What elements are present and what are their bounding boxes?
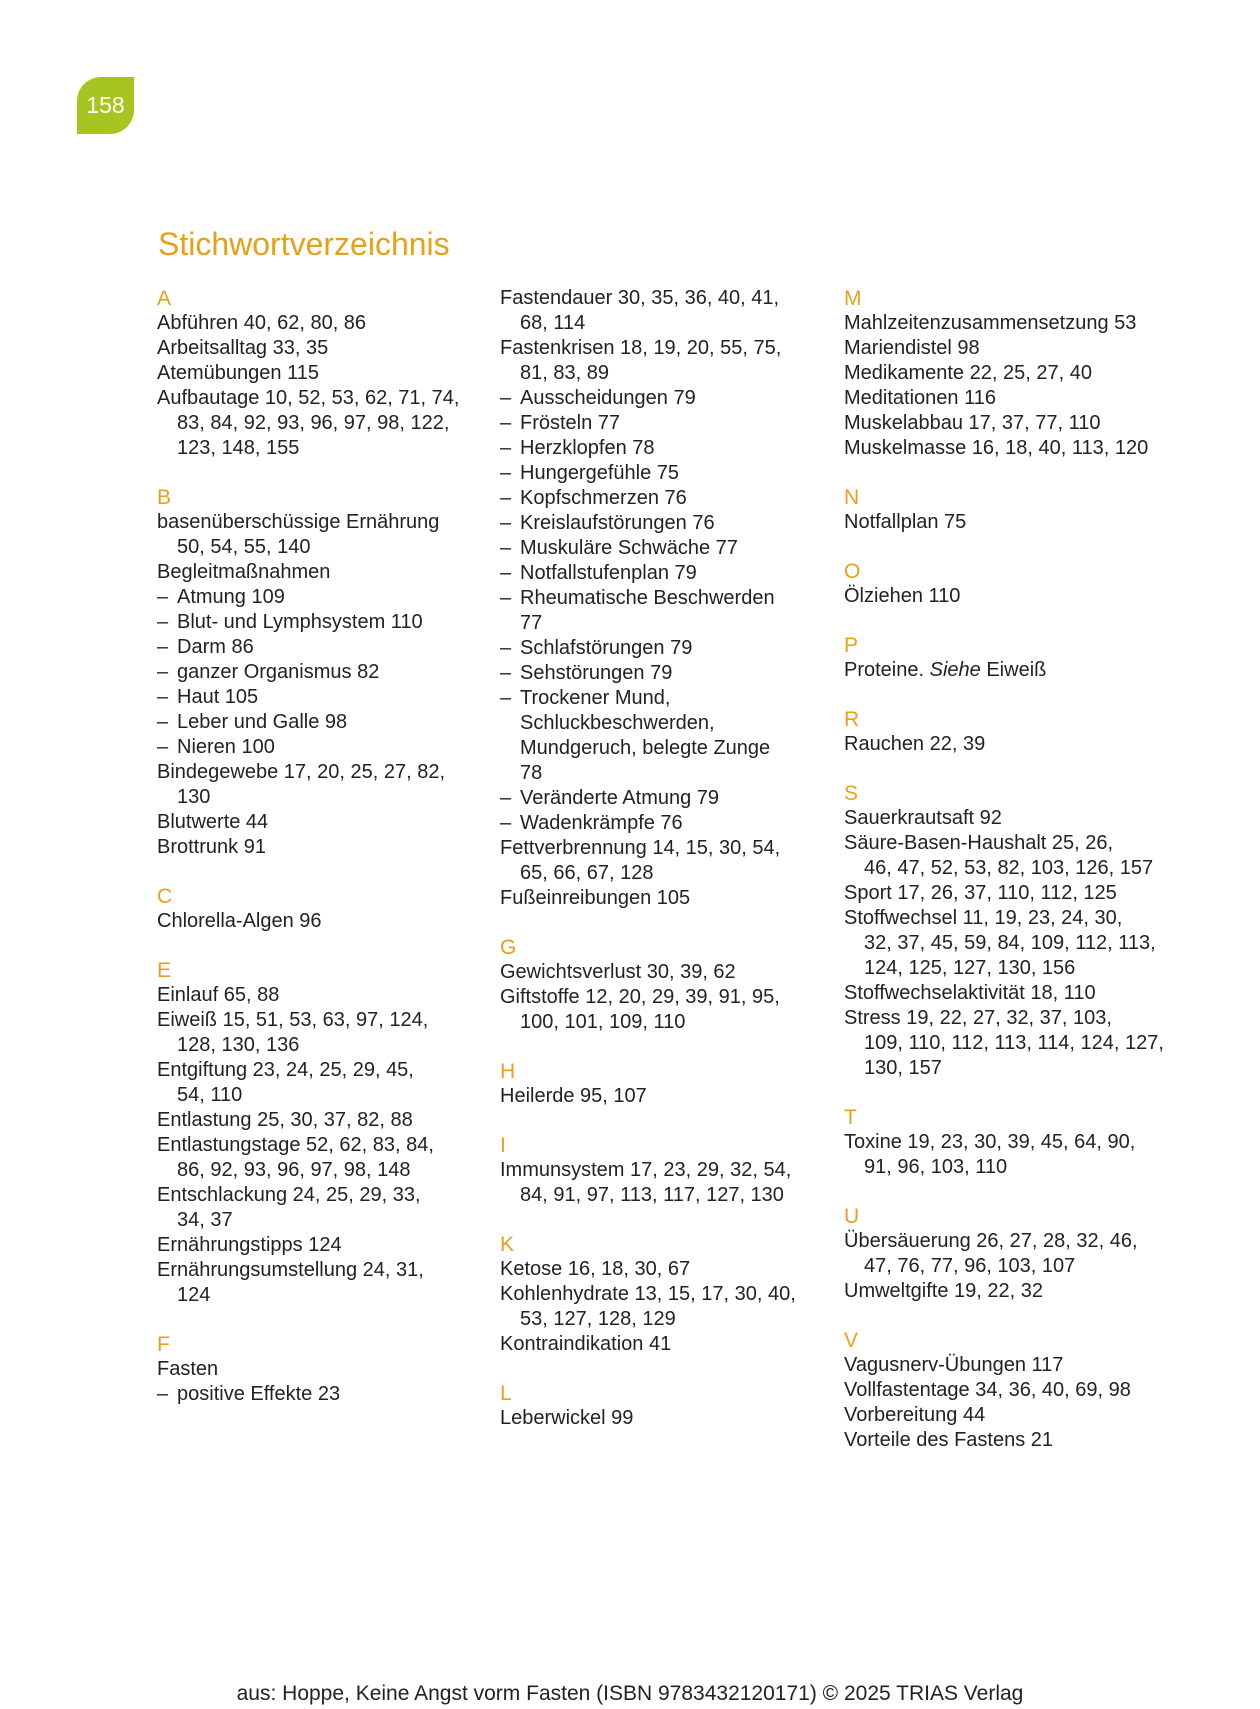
index-entry-continuation: 50, 54, 55, 140 [177, 536, 311, 558]
index-entry: Sport 17, 26, 37, 110, 112, 125 [844, 882, 1117, 904]
index-entry: Fastendauer 30, 35, 36, 40, 41, [500, 287, 780, 309]
index-letter: R [844, 708, 860, 731]
index-entry: Entgiftung 23, 24, 25, 29, 45, [157, 1059, 414, 1081]
index-subentry: – Herzklopfen 78 [500, 437, 655, 459]
index-entry: Notfallplan 75 [844, 511, 967, 533]
index-letter: B [157, 486, 172, 509]
index-entry-continuation: 109, 110, 112, 113, 114, 124, 127, [864, 1032, 1164, 1054]
index-entry: Einlauf 65, 88 [157, 984, 280, 1006]
index-entry: Abführen 40, 62, 80, 86 [157, 312, 367, 334]
index-entry: Kohlenhydrate 13, 15, 17, 30, 40, [500, 1283, 796, 1305]
index-subentry: – Wadenkrämpfe 76 [500, 812, 683, 834]
subentry-text: Rheumatische Beschwerden [520, 587, 775, 609]
index-entry: Fastenkrisen 18, 19, 20, 55, 75, [500, 337, 782, 359]
see-reference: Siehe [929, 659, 981, 681]
index-entry-continuation: 124, 125, 127, 130, 156 [864, 957, 1076, 979]
index-letter: O [844, 560, 861, 583]
index-column-1 [157, 286, 477, 1407]
subentry-text: Blut- und Lymphsystem 110 [177, 611, 423, 633]
index-entry-continuation: 53, 127, 128, 129 [520, 1308, 676, 1330]
index-entry: Brottrunk 91 [157, 836, 266, 858]
index-entry-continuation: 130, 157 [864, 1057, 942, 1079]
index-entry: Fettverbrennung 14, 15, 30, 54, [500, 837, 781, 859]
index-entry: Toxine 19, 23, 30, 39, 45, 64, 90, [844, 1131, 1136, 1153]
index-entry: Atemübungen 115 [157, 362, 319, 384]
index-entry: Eiweiß 15, 51, 53, 63, 97, 124, [157, 1009, 429, 1031]
index-letter: P [844, 634, 859, 657]
index-entry-continuation: 47, 76, 77, 96, 103, 107 [864, 1255, 1076, 1277]
subentry-text: Hungergefühle 75 [520, 462, 680, 484]
index-letter: F [157, 1333, 170, 1356]
subentry-text: Wadenkrämpfe 76 [520, 812, 683, 834]
subentry-text: Kreislaufstörungen 76 [520, 512, 715, 534]
index-column-3 [844, 286, 1164, 1453]
index-entry: basenüberschüssige Ernährung [157, 511, 440, 533]
subentry-text: ganzer Organismus 82 [177, 661, 380, 683]
index-subentry: – Leber und Galle 98 [157, 711, 348, 733]
index-subentry: – Sehstörungen 79 [500, 662, 673, 684]
subentry-text: positive Effekte 23 [177, 1383, 341, 1405]
index-entry: Säure-Basen-Haushalt 25, 26, [844, 832, 1114, 854]
index-letter: N [844, 486, 860, 509]
index-entry-continuation: 46, 47, 52, 53, 82, 103, 126, 157 [864, 857, 1154, 879]
index-entry-continuation: 32, 37, 45, 59, 84, 109, 112, 113, [864, 932, 1156, 954]
index-entry: Bindegewebe 17, 20, 25, 27, 82, [157, 761, 446, 783]
index-entry: Ernährungstipps 124 [157, 1234, 342, 1256]
index-entry: Kontraindikation 41 [500, 1333, 672, 1355]
index-entry: Fußeinreibungen 105 [500, 887, 691, 909]
subentry-text: Schlafstörungen 79 [520, 637, 693, 659]
subentry-text: Notfallstufenplan 79 [520, 562, 697, 584]
subentry-text: Sehstörungen 79 [520, 662, 673, 684]
index-entry: Chlorella-Algen 96 [157, 910, 322, 932]
page-number: 158 [86, 92, 125, 118]
index-entry: Heilerde 95, 107 [500, 1085, 647, 1107]
index-letter: G [500, 936, 517, 959]
index-entry: Arbeitsalltag 33, 35 [157, 337, 329, 359]
index-entry-continuation: 54, 110 [177, 1084, 243, 1106]
index-subentry: – Muskuläre Schwäche 77 [500, 537, 738, 559]
index-entry: Umweltgifte 19, 22, 32 [844, 1280, 1043, 1302]
index-entry: Entlastungstage 52, 62, 83, 84, [157, 1134, 434, 1156]
index-entry: Stoffwechsel 11, 19, 23, 24, 30, [844, 907, 1123, 929]
index-entry: Ernährungsumstellung 24, 31, [157, 1259, 424, 1281]
index-entry: Entlastung 25, 30, 37, 82, 88 [157, 1109, 413, 1131]
index-subentry: – Kopfschmerzen 76 [500, 487, 687, 509]
subentry-text: Darm 86 [177, 636, 254, 658]
subentry-text: Kopfschmerzen 76 [520, 487, 687, 509]
index-letter: I [500, 1134, 506, 1157]
index-entry: Leberwickel 99 [500, 1407, 634, 1429]
index-entry-continuation: 83, 84, 92, 93, 96, 97, 98, 122, [177, 412, 450, 434]
index-letter: V [844, 1329, 859, 1352]
index-letter: U [844, 1205, 860, 1228]
subentry-text: Muskuläre Schwäche 77 [520, 537, 738, 559]
index-entry-continuation: 81, 83, 89 [520, 362, 609, 384]
index-entry: Ölziehen 110 [844, 585, 961, 607]
index-entry-continuation: 128, 130, 136 [177, 1034, 300, 1056]
subentry-text: Leber und Galle 98 [177, 711, 348, 733]
index-entry: Immunsystem 17, 23, 29, 32, 54, [500, 1159, 792, 1181]
index-entry: Vollfastentage 34, 36, 40, 69, 98 [844, 1379, 1131, 1401]
index-entry: Entschlackung 24, 25, 29, 33, [157, 1184, 421, 1206]
index-entry-continuation: 130 [177, 786, 211, 808]
index-entry: Begleitmaßnahmen [157, 561, 331, 583]
index-subentry: – Ausscheidungen 79 [500, 387, 696, 409]
index-entry: Fasten [157, 1358, 219, 1380]
index-letter: M [844, 287, 862, 310]
index-entry: Rauchen 22, 39 [844, 733, 986, 755]
index-subentry: – ganzer Organismus 82 [157, 661, 380, 683]
subentry-text: Haut 105 [177, 686, 259, 708]
index-entry: Meditationen 116 [844, 387, 996, 409]
index-subentry: – Trockener Mund, [500, 687, 671, 709]
index-entry-cross-reference [844, 658, 1164, 683]
index-entry: Ketose 16, 18, 30, 67 [500, 1258, 691, 1280]
index-subentry: – Kreislaufstörungen 76 [500, 512, 715, 534]
index-entry: Giftstoffe 12, 20, 29, 39, 91, 95, [500, 986, 780, 1008]
index-entry-continuation: 68, 114 [520, 312, 586, 334]
index-column-2 [500, 286, 820, 1431]
index-subentry: – Atmung 109 [157, 586, 285, 608]
index-subentry: – Schlafstörungen 79 [500, 637, 693, 659]
index-entry: Medikamente 22, 25, 27, 40 [844, 362, 1092, 384]
subentry-text: Trockener Mund, [520, 687, 671, 709]
index-subentry: – Blut- und Lymphsystem 110 [157, 611, 423, 633]
index-entry-continuation: 84, 91, 97, 113, 117, 127, 130 [520, 1184, 784, 1206]
index-subentry: – positive Effekte 23 [157, 1383, 341, 1405]
index-entry-continuation: 100, 101, 109, 110 [520, 1011, 686, 1033]
index-subentry: – Haut 105 [157, 686, 259, 708]
subentry-text: Veränderte Atmung 79 [520, 787, 720, 809]
reference-target: Eiweiß [986, 659, 1047, 681]
index-entry: Mahlzeitenzusammensetzung 53 [844, 312, 1137, 334]
entry-term: Proteine. [844, 659, 925, 681]
index-subentry: – Darm 86 [157, 636, 254, 658]
subentry-text: Frösteln 77 [520, 412, 621, 434]
subentry-text: Nieren 100 [177, 736, 275, 758]
index-letter: T [844, 1106, 857, 1129]
subentry-text: Atmung 109 [177, 586, 285, 608]
index-entry: Muskelabbau 17, 37, 77, 110 [844, 412, 1101, 434]
index-letter: L [500, 1382, 512, 1405]
index-entry: Gewichtsverlust 30, 39, 62 [500, 961, 736, 983]
index-entry: Aufbautage 10, 52, 53, 62, 71, 74, [157, 387, 460, 409]
index-subentry: – Hungergefühle 75 [500, 462, 680, 484]
index-subentry: – Notfallstufenplan 79 [500, 562, 697, 584]
index-entry: Vorteile des Fastens 21 [844, 1429, 1054, 1451]
index-subentry: – Veränderte Atmung 79 [500, 787, 720, 809]
index-entry-continuation: 124 [177, 1284, 211, 1306]
index-letter: K [500, 1233, 515, 1256]
index-letter: S [844, 782, 859, 805]
index-entry-continuation: Schluckbeschwerden, [520, 712, 715, 734]
index-entry: Sauerkrautsaft 92 [844, 807, 1002, 829]
index-entry-continuation: 123, 148, 155 [177, 437, 300, 459]
index-entry-continuation: 77 [520, 612, 543, 634]
index-entry-continuation: 91, 96, 103, 110 [864, 1156, 1008, 1178]
index-entry: Stoffwechselaktivität 18, 110 [844, 982, 1096, 1004]
index-entry: Stress 19, 22, 27, 32, 37, 103, [844, 1007, 1112, 1029]
subentry-text: Herzklopfen 78 [520, 437, 655, 459]
index-letter: A [157, 287, 172, 310]
index-entry-continuation: 86, 92, 93, 96, 97, 98, 148 [177, 1159, 411, 1181]
source-footer: aus: Hoppe, Keine Angst vorm Fasten (ISBN 9783432120171) © 2025 TRIAS Verlag [236, 1682, 1024, 1705]
index-entry-continuation: 78 [520, 762, 543, 784]
index-entry-continuation: 65, 66, 67, 128 [520, 862, 654, 884]
index-letter: E [157, 959, 172, 982]
index-entry: Muskelmasse 16, 18, 40, 113, 120 [844, 437, 1149, 459]
index-entry: Vagusnerv-Übungen 117 [844, 1354, 1064, 1376]
index-entry: Mariendistel 98 [844, 337, 980, 359]
index-subentry: – Rheumatische Beschwerden [500, 587, 775, 609]
index-entry-continuation: Mundgeruch, belegte Zunge [520, 737, 771, 759]
index-entry: Blutwerte 44 [157, 811, 269, 833]
index-subentry: – Frösteln 77 [500, 412, 621, 434]
index-entry: Vorbereitung 44 [844, 1404, 986, 1426]
index-entry-continuation: 34, 37 [177, 1209, 233, 1231]
index-letter: C [157, 885, 173, 908]
index-letter: H [500, 1060, 516, 1083]
index-entry: Übersäuerung 26, 27, 28, 32, 46, [844, 1230, 1138, 1252]
page-title: Stichwortverzeichnis [158, 226, 450, 262]
index-subentry: – Nieren 100 [157, 736, 275, 758]
subentry-text: Ausscheidungen 79 [520, 387, 696, 409]
page-number-badge [77, 77, 134, 134]
